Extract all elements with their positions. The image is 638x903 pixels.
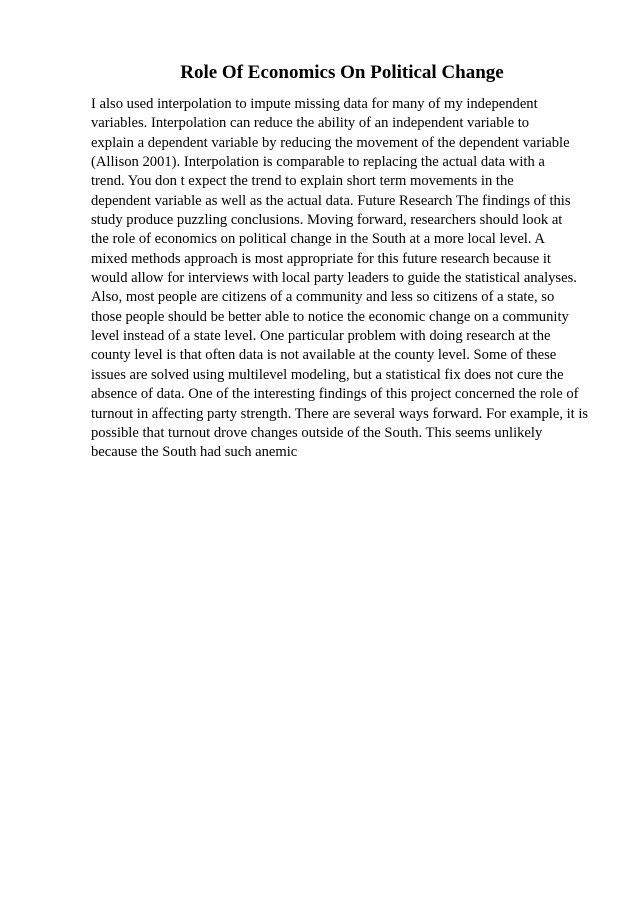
body-line: I also used interpolation to impute missing data for many of my independent [91, 96, 538, 112]
body-line: study produce puzzling conclusions. Moving forward, researchers should look at [91, 212, 563, 229]
body-line: level instead of a state level. One particular problem with doing research at the [91, 328, 551, 345]
body-line: explain a dependent variable by reducing the movement of the dependent variable [91, 134, 570, 151]
body-line: mixed methods approach is most appropriate for this future research because it [91, 250, 551, 267]
body-line: the role of economics on political change in the South at a more local level. A [91, 231, 545, 248]
body-line: because the South had such anemic [91, 444, 298, 461]
body-line: those people should be better able to notice the economic change on a community [91, 308, 569, 325]
body-line: variables. Interpolation can reduce the ability of an independent variable to [91, 115, 530, 132]
body-line: would allow for interviews with local party leaders to guide the statistical analyses. [91, 270, 577, 287]
document-body [91, 95, 588, 463]
body-line: trend. You don t expect the trend to explain short term movements in the [91, 173, 514, 190]
body-line: Also, most people are citizens of a community and less so citizens of a state, so [91, 289, 555, 306]
body-line: turnout in affecting party strength. There are several ways forward. For example, it is [91, 405, 589, 422]
body-line: dependent variable as well as the actual data. Future Research The findings of this [91, 192, 571, 209]
body-line: (Allison 2001). Interpolation is comparable to replacing the actual data with a [91, 154, 545, 171]
body-line: absence of data. One of the interesting findings of this project concerned the role of [91, 386, 579, 403]
body-line: issues are solved using multilevel modeling, but a statistical fix does not cure the [91, 366, 564, 383]
body-line: possible that turnout drove changes outside of the South. This seems unlikely [91, 424, 543, 441]
document-title: Role Of Economics On Political Change [180, 62, 504, 83]
body-line: county level is that often data is not available at the county level. Some of these [91, 347, 557, 364]
